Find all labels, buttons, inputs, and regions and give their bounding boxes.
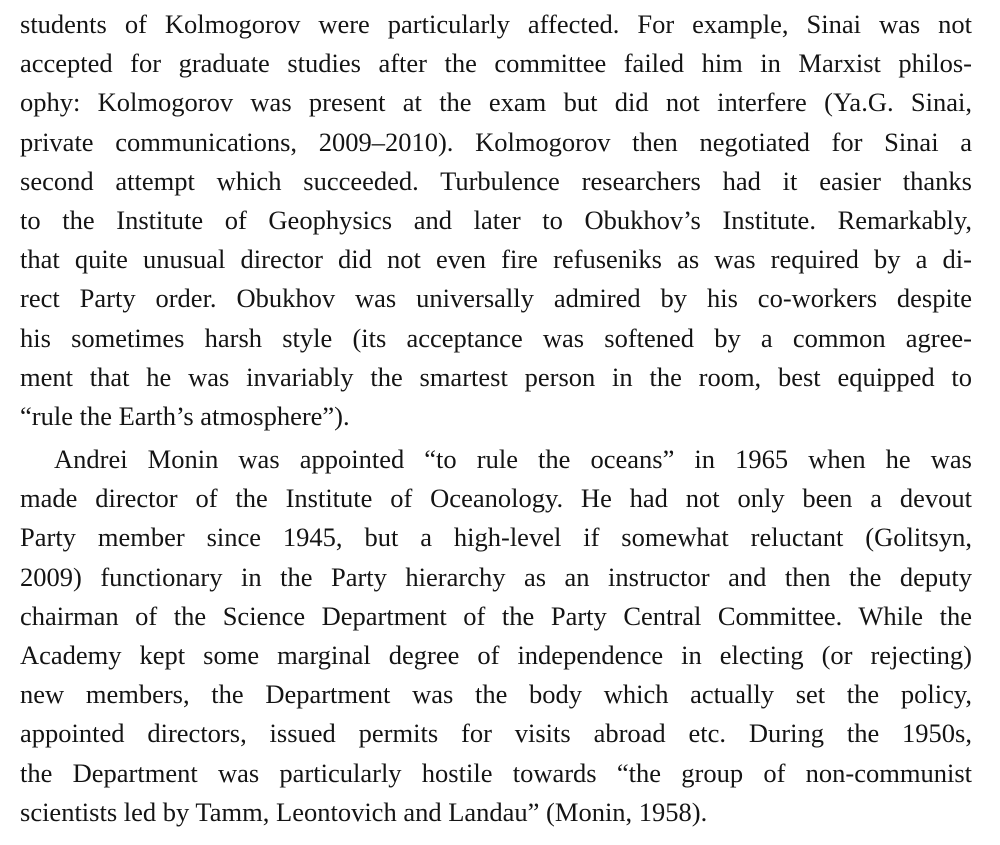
text-line: rect Party order. Obukhov was universally admired by his co-workers despite	[20, 283, 972, 314]
text-line: accepted for graduate studies after the committee failed him in Marxist philos-	[20, 48, 972, 79]
text-line: private communications, 2009–2010). Kolmogorov then negotiated for Sinai a	[20, 126, 972, 157]
text-line: ophy: Kolmogorov was present at the exam but did not interfere (Ya.G. Sinai,	[20, 87, 972, 118]
document-page	[20, 5, 972, 832]
text-line: chairman of the Science Department of the Party Central Committee. While the	[20, 600, 972, 631]
text-line: “rule the Earth’s atmosphere”).	[20, 400, 350, 431]
paragraph-kolmogorov-students	[20, 5, 972, 436]
text-line: 2009) functionary in the Party hierarchy as an instructor and then the deputy	[20, 561, 972, 592]
text-line: second attempt which succeeded. Turbulence researchers had it easier thanks	[20, 165, 972, 196]
text-line: scientists led by Tamm, Leontovich and Landau” (Monin, 1958).	[20, 796, 708, 827]
text-line: made director of the Institute of Oceanology. He had not only been a devout	[20, 483, 972, 514]
text-line: Academy kept some marginal degree of independence in electing (or rejecting)	[20, 640, 972, 670]
text-line: the Department was particularly hostile towards “the group of non-communist	[20, 757, 972, 788]
text-line: to the Institute of Geophysics and later to Obukhov’s Institute. Remarkably,	[20, 204, 972, 235]
text-line: that quite unusual director did not even fire refuseniks as was required by a di-	[20, 244, 972, 275]
text-line: Party member since 1945, but a high-level if somewhat reluctant (Golitsyn,	[20, 522, 972, 553]
text-line: ment that he was invariably the smartest person in the room, best equipped to	[20, 361, 972, 392]
text-line: his sometimes harsh style (its acceptance was softened by a common agree-	[20, 322, 972, 353]
text-line: students of Kolmogorov were particularly affected. For example, Sinai was not	[20, 9, 972, 39]
text-line: Andrei Monin was appointed “to rule the oceans” in 1965 when he was	[54, 444, 972, 475]
text-line: new members, the Department was the body which actually set the policy,	[20, 679, 972, 710]
paragraph-monin	[20, 440, 972, 832]
text-line: appointed directors, issued permits for visits abroad etc. During the 1950s,	[20, 718, 972, 749]
